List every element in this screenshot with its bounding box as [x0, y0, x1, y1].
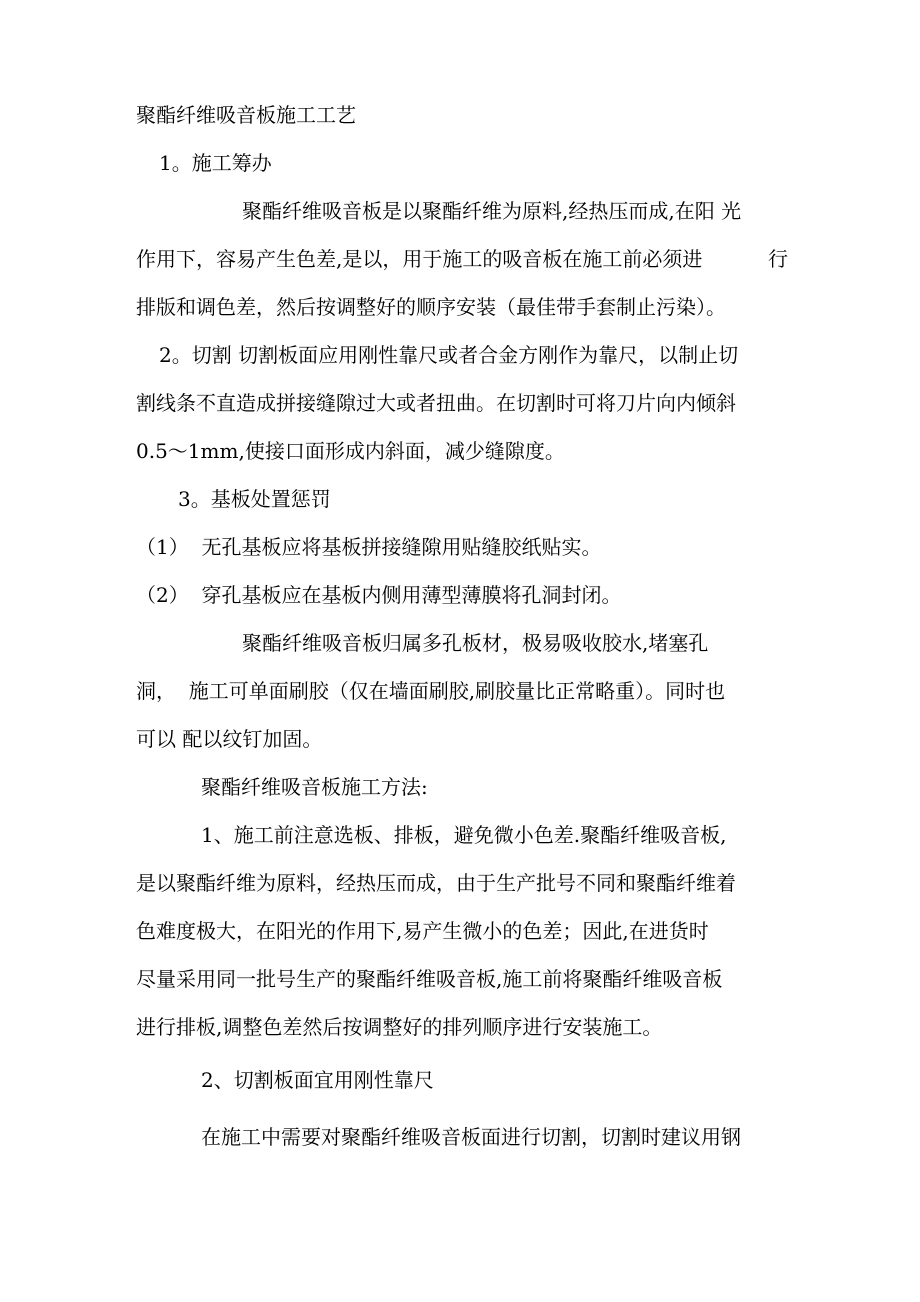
- section-heading-substrate: 3。基板处置惩罚: [178, 487, 331, 511]
- section-heading-cutting: 2。切割 切割板面应用刚性靠尺或者合金方刚作为靠尺，以制止切: [159, 343, 739, 367]
- paragraph-line: 割线条不直造成拼接缝隙过大或者扭曲。在切割时可将刀片向内倾斜: [136, 391, 736, 415]
- paragraph-line: 色难度极大，在阳光的作用下,易产生微小的色差；因此,在进货时: [136, 919, 709, 943]
- list-item: （2） 穿孔基板应在基板内侧用薄型薄膜将孔洞封闭。: [136, 583, 622, 607]
- paragraph-line: 是以聚酯纤维为原料，经热压而成，由于生产批号不同和聚酯纤维着: [136, 871, 736, 895]
- paragraph-line: 作用下，容易产生色差,是以，用于施工的吸音板在施工前必须进: [136, 247, 703, 271]
- paragraph-line: 排版和调色差，然后按调整好的顺序安装（最佳带手套制止污染）。: [136, 295, 726, 319]
- paragraph-line: 行: [768, 247, 788, 271]
- paragraph-line: 尽量采用同一批号生产的聚酯纤维吸音板,施工前将聚酯纤维吸音板: [136, 967, 723, 991]
- paragraph-line: 进行排板,调整色差然后按调整好的排列顺序进行安装施工。: [136, 1015, 663, 1039]
- paragraph-line: 洞， 施工可单面刷胶（仅在墙面刷胶,刷胶量比正常略重）。同时也: [136, 679, 726, 703]
- paragraph-line: 可以 配以纹钉加固。: [136, 727, 323, 751]
- paragraph-line: 聚酯纤维吸音板归属多孔板材，极易吸收胶水,堵塞孔: [242, 631, 709, 655]
- paragraph-line: 0.5～1mm,使接口面形成内斜面，减少缝隙度。: [136, 439, 565, 463]
- section-heading-method: 聚酯纤维吸音板施工方法:: [201, 775, 428, 799]
- section-heading-preparation: 1。施工筹办: [159, 151, 272, 175]
- paragraph-line: 1、施工前注意选板、排板，避免微小色差.聚酯纤维吸音板,: [201, 823, 727, 847]
- document-title: 聚酯纤维吸音板施工工艺: [136, 103, 356, 127]
- paragraph-line: 聚酯纤维吸音板是以聚酯纤维为原料,经热压而成,在阳 光: [242, 199, 742, 223]
- paragraph-line: 在施工中需要对聚酯纤维吸音板面进行切割，切割时建议用钢: [201, 1125, 741, 1149]
- list-item: （1） 无孔基板应将基板拼接缝隙用贴缝胶纸贴实。: [136, 535, 602, 559]
- section-heading-cutting-ruler: 2、切割板面宜用刚性靠尺: [201, 1068, 434, 1092]
